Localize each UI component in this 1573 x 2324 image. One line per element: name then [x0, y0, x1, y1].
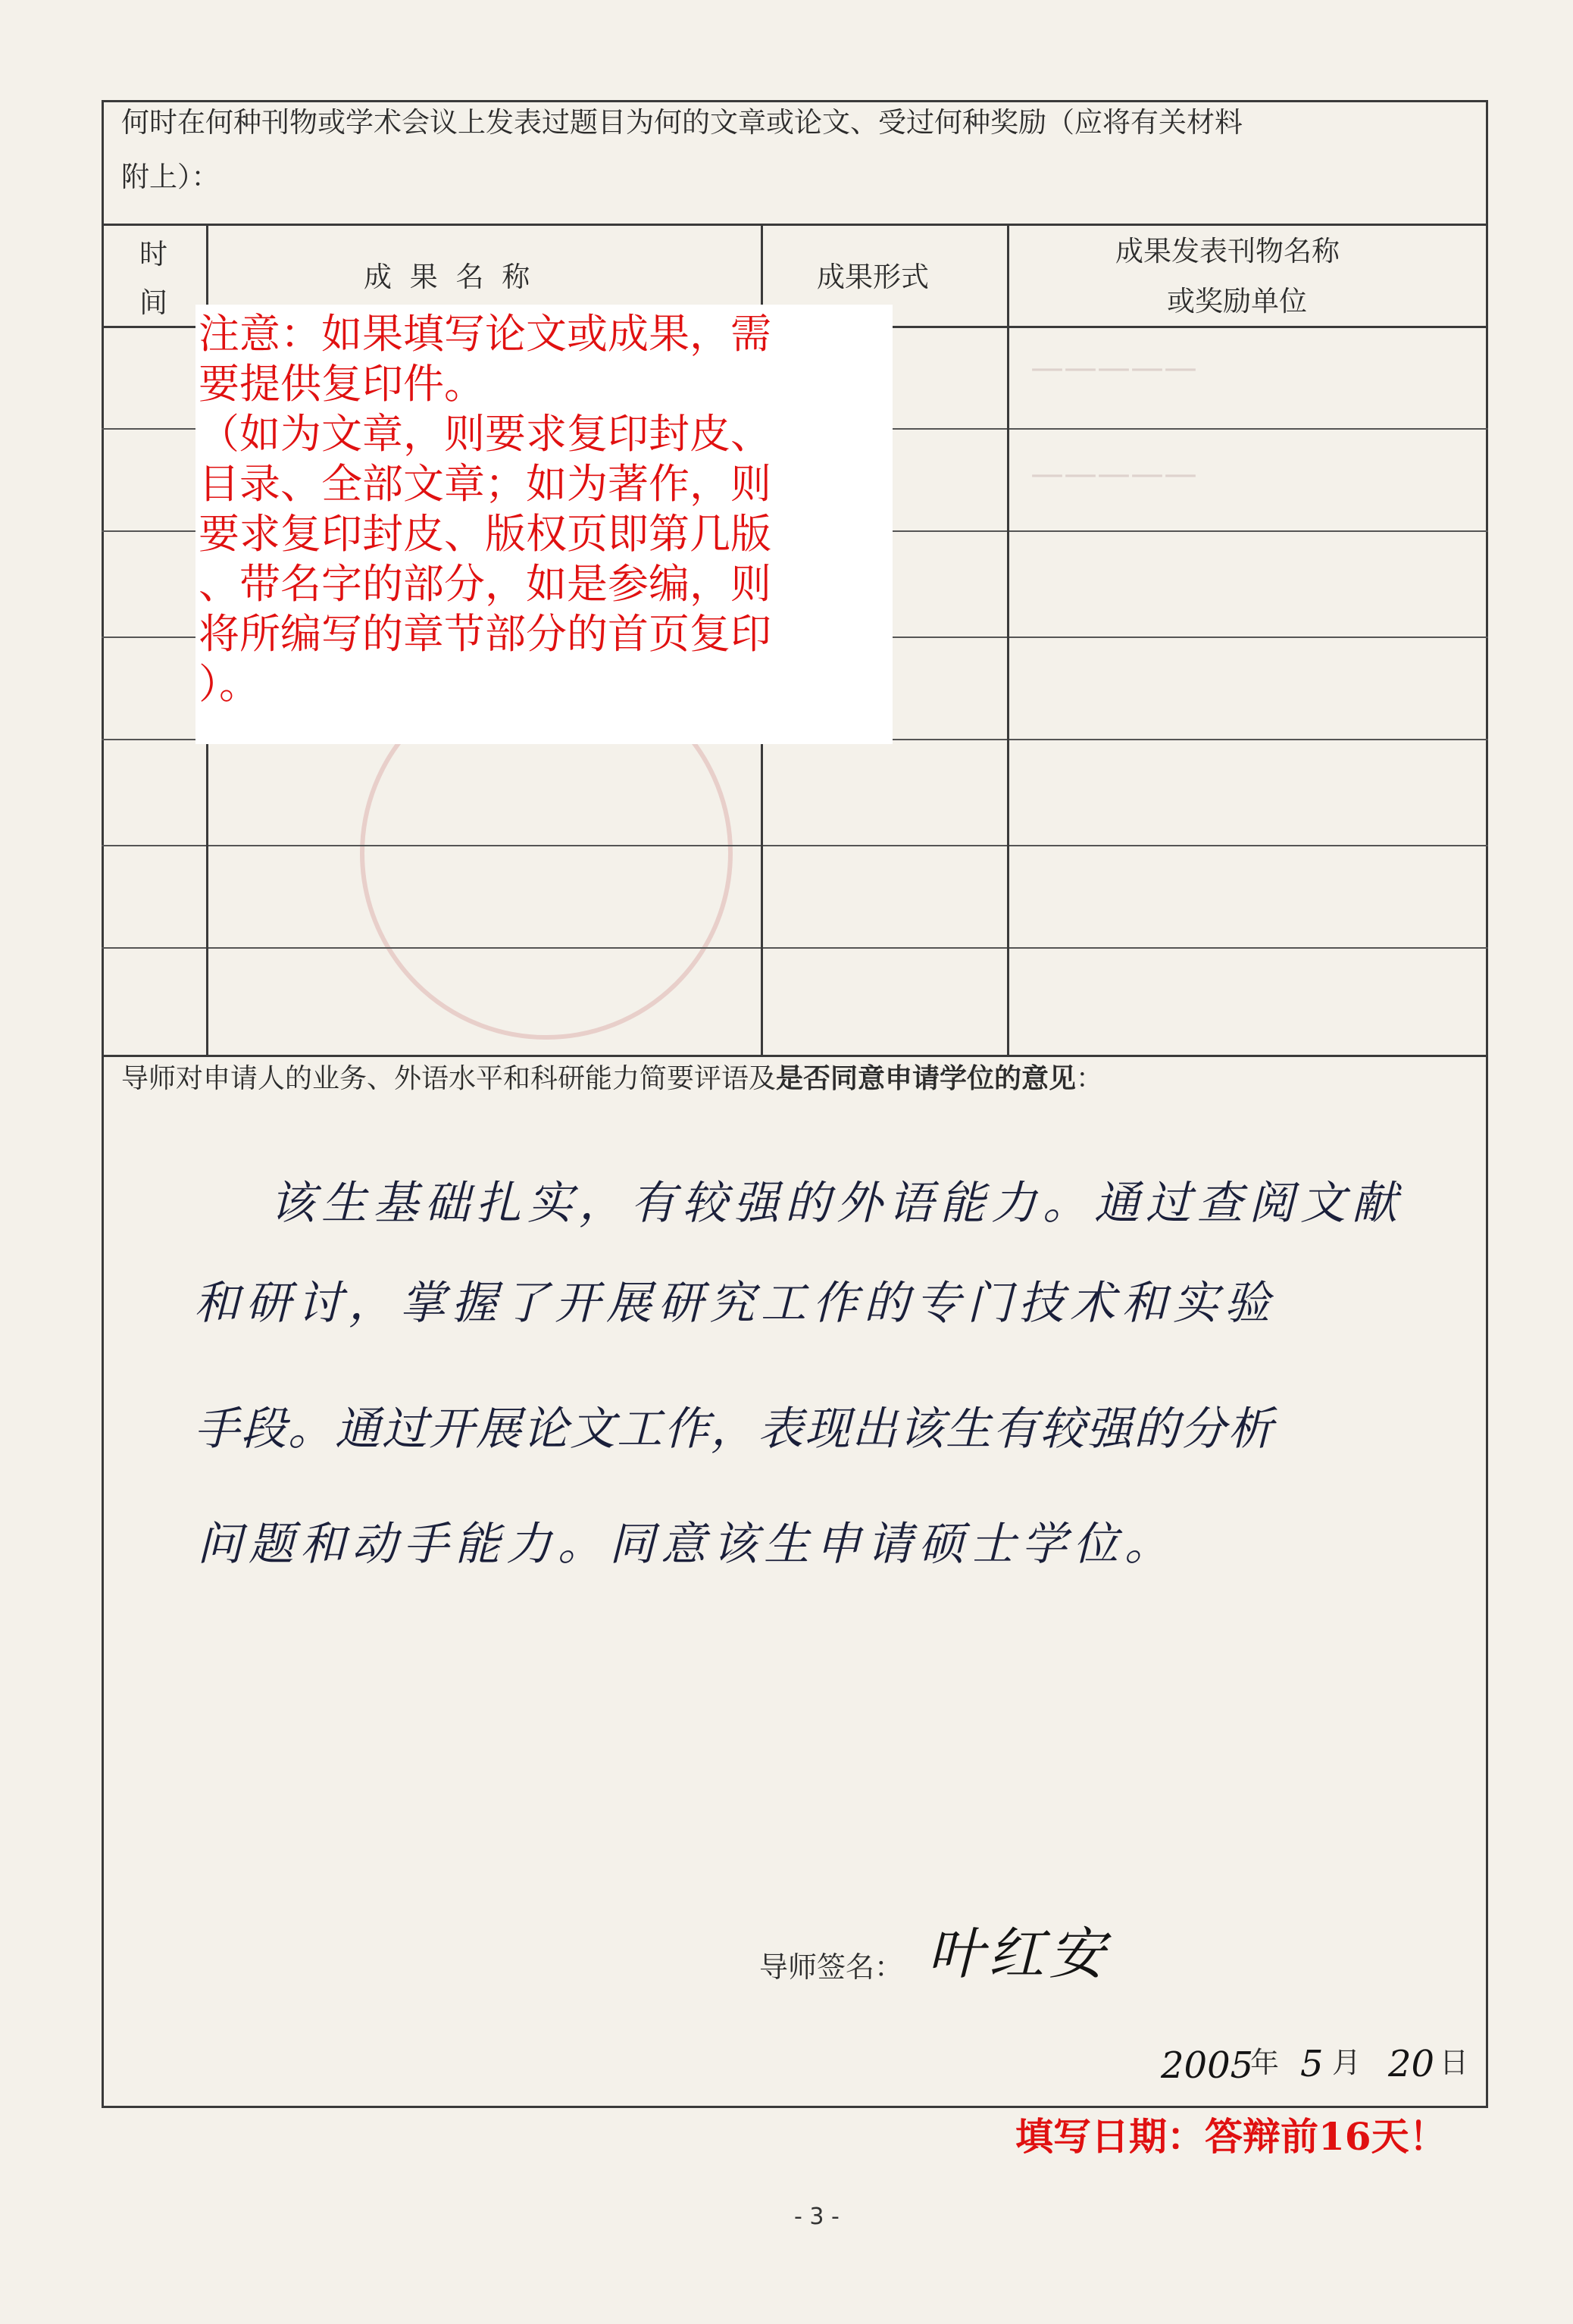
- bleedthrough-text: —————: [1030, 349, 1197, 387]
- notice-line: 要求复印封皮、版权页即第几版: [199, 510, 771, 558]
- advisor-comment-line: 问题和动手能力。同意该生申请硕士学位。: [197, 1518, 1176, 1571]
- col-header-time: 时: [139, 238, 167, 271]
- advisor-comment-line: 手段。通过开展论文工作，表现出该生有较强的分析: [194, 1403, 1274, 1456]
- publications-prompt-cont: 附上）：: [121, 161, 220, 193]
- date-year: 2005: [1161, 2044, 1254, 2087]
- notice-box: [195, 305, 893, 744]
- date-year-unit: 年: [1250, 2046, 1280, 2079]
- page-number: - 3 -: [794, 2204, 840, 2230]
- column-divider: [1007, 224, 1009, 1055]
- table-row-line: [102, 947, 1488, 949]
- advisor-signature: 叶红安: [927, 1922, 1109, 1987]
- notice-line: 注意：如果填写论文或成果，需: [199, 310, 771, 358]
- col-header-time: 间: [139, 286, 167, 319]
- advisor-prompt-colon: ：: [1076, 1063, 1104, 1094]
- advisor-comment-line: 该生基础扎实，有较强的外语能力。通过查阅文献: [270, 1177, 1403, 1230]
- publications-prompt: 何时在何种刊物或学术会议上发表过题目为何的文章或论文、受过何种奖励（应将有关材料: [121, 106, 1243, 139]
- date-day-unit: 日: [1440, 2046, 1469, 2079]
- date-month-unit: 月: [1332, 2046, 1362, 2079]
- notice-line: 目录、全部文章；如为著作，则: [199, 460, 771, 508]
- date-month: 5: [1300, 2043, 1324, 2085]
- row-divider: [102, 1055, 1488, 1057]
- col-header-venue: 或奖励单位: [1167, 285, 1307, 317]
- row-divider: [102, 224, 1488, 226]
- col-header-name: 成 果 名 称: [364, 261, 535, 293]
- notice-line: ）。: [199, 660, 260, 708]
- notice-line: 将所编写的章节部分的首页复印: [199, 610, 771, 658]
- notice-line: 要提供复印件。: [199, 360, 485, 408]
- col-header-form: 成果形式: [817, 261, 929, 293]
- deadline-note: 填写日期：答辩前16天！: [1015, 2114, 1447, 2159]
- advisor-prompt-emphasis: 是否同意申请学位的意见: [776, 1063, 1077, 1094]
- bleedthrough-text: —————: [1030, 455, 1197, 493]
- notice-line: 、带名字的部分，如是参编，则: [199, 560, 771, 608]
- col-header-venue: 成果发表刊物名称: [1115, 235, 1340, 267]
- table-row-line: [102, 845, 1488, 846]
- notice-line: （如为文章，则要求复印封皮、: [199, 410, 771, 458]
- advisor-comment-line: 和研讨，掌握了开展研究工作的专门技术和实验: [194, 1277, 1276, 1330]
- advisor-prompt-text: 导师对申请人的业务、外语水平和科研能力简要评语及: [121, 1063, 777, 1094]
- advisor-comment-prompt: [121, 1062, 1103, 1095]
- date-day: 20: [1388, 2043, 1435, 2085]
- signature-label: 导师签名：: [759, 1950, 904, 1984]
